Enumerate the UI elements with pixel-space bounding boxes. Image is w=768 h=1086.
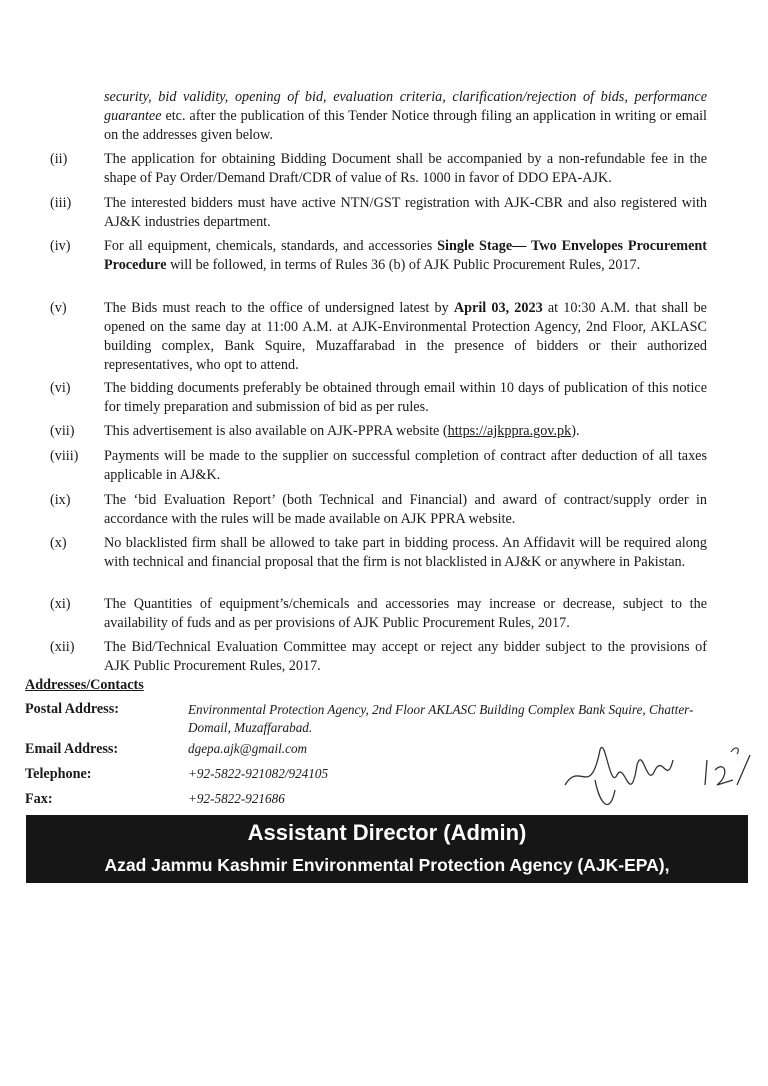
clause-number: (ix) [50,492,71,508]
procurement-procedure-bold: Single Stage— Two Envelopes Procurement Procedure [104,238,707,273]
clause-text: No blacklisted firm shall be allowed to take part in bidding process. An Affidavit will be required along with technical and financial proposal that the firm is not blacklisted in AJ&K or anywhere in Pakistan. [104,535,707,570]
postal-address-value: Environmental Protection Agency, 2nd Floor AKLASC Building Complex Bank Squire, Chatter-Domail, Muzaffarabad. [188,702,694,735]
clause-text [104,299,707,375]
clause-text-part: For all equipment, chemicals, standards, and accessories [104,238,438,254]
postal-address-label: Postal Address: [25,701,119,717]
handwritten-signature [555,730,768,825]
clause-text: The interested bidders must have active NTN/GST registration with AJK-CBR and also registered with AJ&K industries department. [104,195,707,230]
clause-number: (xii) [50,639,75,655]
telephone-value: +92-5822-921082/924105 [188,766,329,781]
clause-number: (iv) [50,238,71,254]
clause-number: (ii) [50,151,68,167]
agency-name: Azad Jammu Kashmir Environmental Protection Agency (AJK-EPA), [104,855,670,875]
clause-text-part: The Bids must reach to the office of undersigned latest by [104,300,454,316]
clause-number: (viii) [50,448,79,464]
clause-text-part: at 10:30 A.M. that shall be opened on the same day at 11:00 A.M. at AJK-Environmental Protection Agency, 2nd Floor, AKLASC building complex, Bank Squire, Muzaffarabad in the presence of bidders or their authorized representatives, who opt to attend. [104,300,707,373]
clause-text [104,237,707,275]
deadline-date-bold: April 03, 2023 [453,300,543,316]
signatory-banner [26,815,748,883]
intro-italic-text: security, bid validity, opening of bid, evaluation criteria, clarification/rejection of bids, performance guarantee [104,89,707,124]
clause-number: (vii) [50,423,75,439]
clause-text: Payments will be made to the supplier on successful completion of contract after deduction of all taxes applicable in AJ&K. [104,448,707,483]
clause-text-part: This advertisement is also available on AJK-PPRA website ( [104,423,448,439]
fax-value: +92-5822-921686 [188,791,285,806]
ppra-website-link[interactable]: https://ajkppra.gov.pk [447,423,572,439]
clause-number: (x) [50,535,67,551]
signatory-title: Assistant Director (Admin) [247,820,527,845]
clause-text: The Bid/Technical Evaluation Committee may accept or reject any bidder subject to the provisions of AJK Public Procurement Rules, 2017. [104,639,707,674]
clause-text: The application for obtaining Bidding Document shall be accompanied by a non-refundable fee in the shape of Pay Order/Demand Draft/CDR of value of Rs. 1000 in favor of DDO EPA-AJK. [104,151,707,186]
clause-number: (iii) [50,195,72,211]
email-address-label: Email Address: [25,741,119,757]
intro-paragraph [104,88,707,145]
clause-text: The bidding documents preferably be obtained through email within 10 days of publication of this notice for timely preparation and submission of bid as per rules. [104,380,707,415]
clause-text-part: will be followed, in terms of Rules 36 (b) of AJK Public Procurement Rules, 2017. [166,257,641,273]
clause-text-part: ). [571,423,580,439]
telephone-label: Telephone: [25,766,92,782]
clause-text: The Quantities of equipment’s/chemicals and accessories may increase or decrease, subject to the availability of fuds and as per provisions of AJK Public Procurement Rules, 2017. [104,596,707,631]
clause-number: (vi) [50,380,71,396]
addresses-heading: Addresses/Contacts [25,677,144,693]
intro-rest-text: etc. after the publication of this Tender Notice through filing an application in writing or email on the addresses given below. [104,108,707,143]
clause-text: The ‘bid Evaluation Report’ (both Technical and Financial) and award of contract/supply order in accordance with the rules will be made available on AJK PPRA website. [104,492,707,527]
clause-text [104,422,707,441]
fax-label: Fax: [25,791,53,807]
clause-number: (v) [50,300,67,316]
email-address-value[interactable]: dgepa.ajk@gmail.com [188,741,308,756]
clause-number: (xi) [50,596,71,612]
